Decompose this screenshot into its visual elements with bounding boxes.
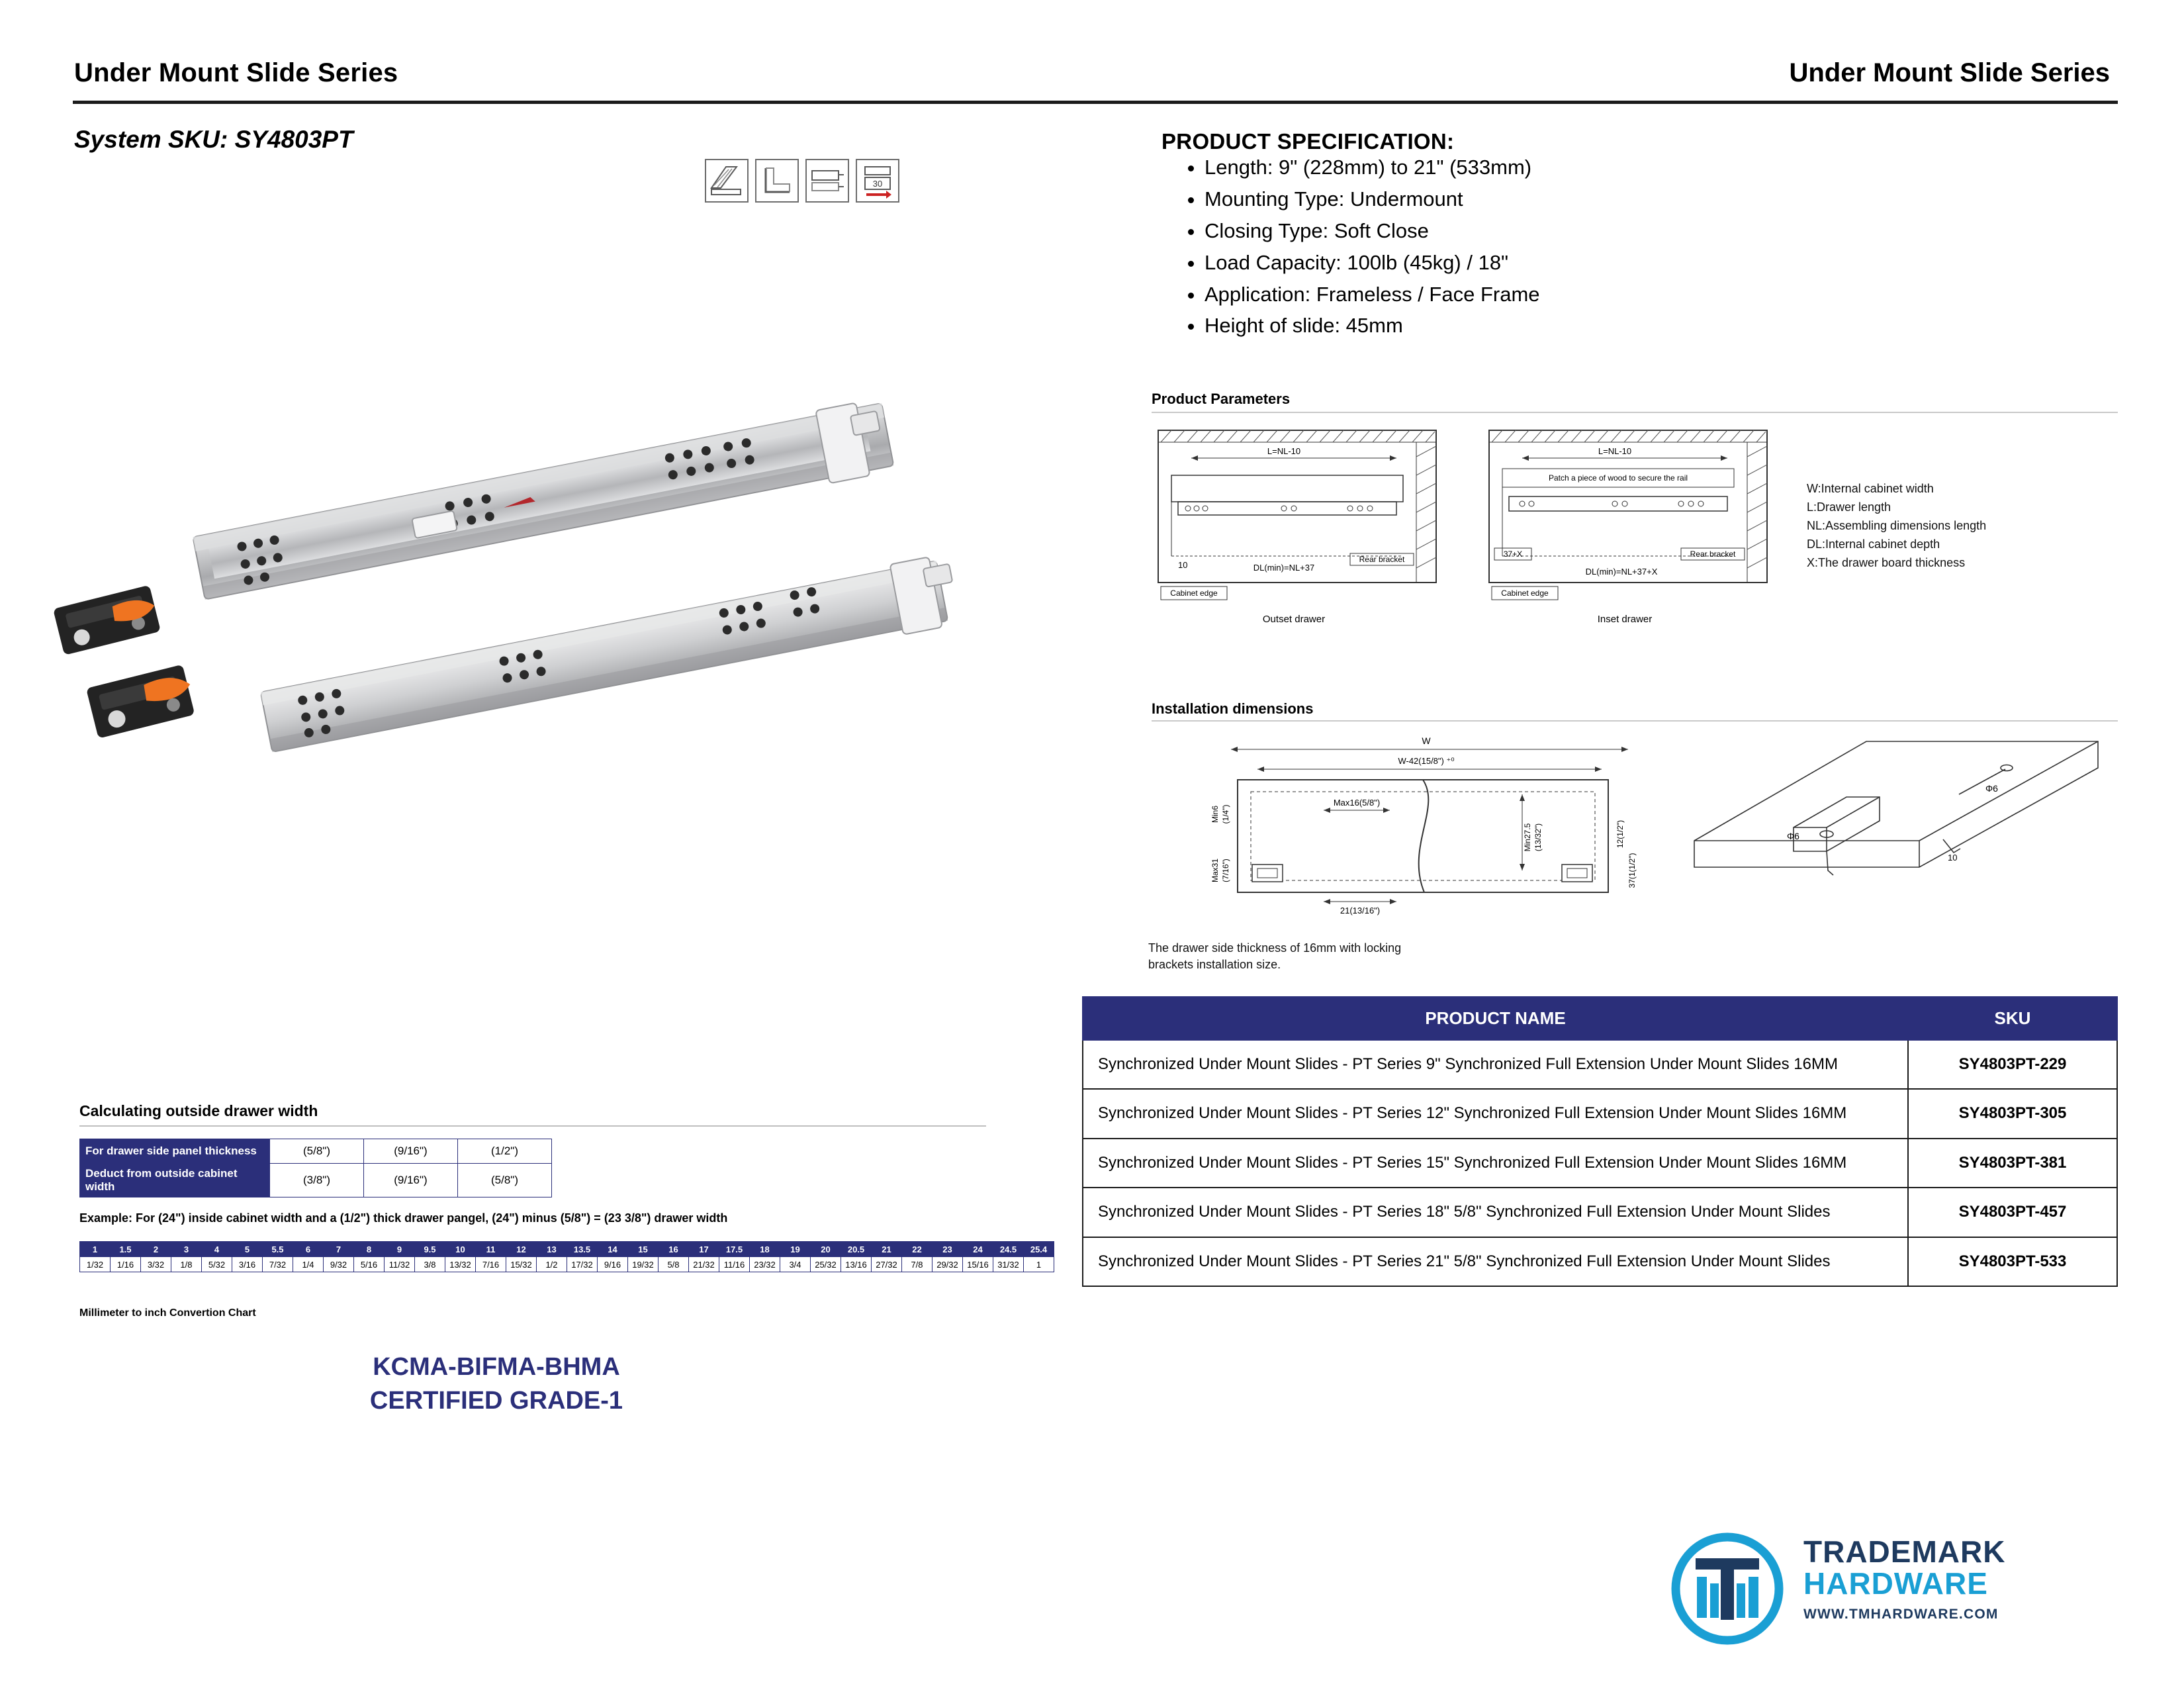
table-row [80, 1242, 1054, 1257]
parameters-legend [1807, 480, 1986, 572]
mm-to-inch-conversion-table [79, 1241, 1054, 1272]
conversion-mm-cell: 9 [385, 1242, 415, 1257]
conversion-inch-cell: 3/32 [141, 1257, 171, 1272]
calc-cell: (1/2") [458, 1139, 552, 1164]
table-row [1083, 1237, 2117, 1286]
corner-bracket-icon [755, 159, 799, 203]
conversion-mm-cell: 7 [324, 1242, 354, 1257]
logo-line-1: TRADEMARK [1803, 1534, 2006, 1569]
installation-dimensions-diagram [1125, 728, 2105, 947]
conversion-mm-cell: 20.5 [841, 1242, 872, 1257]
svg-text:DL(min)=NL+37: DL(min)=NL+37 [1253, 563, 1315, 573]
conversion-inch-cell: 1/2 [537, 1257, 567, 1272]
conversion-inch-cell: 5/16 [354, 1257, 385, 1272]
spec-item: • Mounting Type: Undermount [1205, 184, 2131, 214]
svg-text:Min6: Min6 [1210, 805, 1220, 823]
calc-example-text: Example: For (24") inside cabinet width and a (1/2") thick drawer pangel, (24") minus (5/8") = (23 3/8") drawer width [79, 1211, 728, 1225]
spec-item: • Length: 9" (228mm) to 21" (533mm) [1205, 152, 2131, 183]
conversion-inch-cell: 1/4 [293, 1257, 324, 1272]
product-photo [46, 377, 1079, 841]
conversion-mm-cell: 13.5 [567, 1242, 598, 1257]
product-specification-list [1171, 152, 2131, 342]
legend-item: L:Drawer length [1807, 500, 1891, 514]
svg-text:L=NL-10: L=NL-10 [1598, 446, 1632, 456]
conversion-mm-cell: 6 [293, 1242, 324, 1257]
svg-text:W-42(15/8") ⁺⁰: W-42(15/8") ⁺⁰ [1398, 756, 1455, 766]
legend-item: DL:Internal cabinet depth [1807, 537, 1940, 551]
product-name-cell: Synchronized Under Mount Slides - PT Series 15" Synchronized Full Extension Under Mount Slides 16MM [1083, 1139, 1908, 1188]
conversion-inch-cell: 27/32 [872, 1257, 902, 1272]
svg-text:Max16(5/8"): Max16(5/8") [1333, 798, 1381, 808]
certification-line-2: CERTIFIED GRADE-1 [369, 1387, 623, 1415]
table-row [1083, 1139, 2117, 1188]
table-row [80, 1257, 1054, 1272]
conversion-inch-cell: 1 [1024, 1257, 1054, 1272]
header-divider [73, 101, 2118, 104]
header-title-right: Under Mount Slide Series [1789, 58, 2110, 87]
svg-text:DL(min)=NL+37+X: DL(min)=NL+37+X [1585, 567, 1658, 577]
calc-row-label: Deduct from outside cabinet width [80, 1164, 270, 1197]
calc-cell: (5/8") [270, 1139, 364, 1164]
spec-item: • Application: Frameless / Face Frame [1205, 279, 2131, 310]
svg-text:10: 10 [1948, 853, 1958, 863]
soft-close-icon [805, 159, 849, 203]
product-parameters-title: Product Parameters [1152, 391, 1291, 407]
conversion-inch-cell: 11/16 [719, 1257, 750, 1272]
certification-line-1: KCMA-BIFMA-BHMA [373, 1353, 620, 1381]
conversion-inch-cell: 23/32 [750, 1257, 780, 1272]
conversion-mm-cell: 15 [628, 1242, 659, 1257]
product-parameters-divider [1152, 412, 2118, 413]
table-row [80, 1139, 552, 1164]
legend-item: X:The drawer board thickness [1807, 555, 1966, 569]
svg-text:Min27.5: Min27.5 [1523, 823, 1532, 852]
svg-text:Max31: Max31 [1210, 858, 1220, 883]
calc-cell: (9/16") [364, 1139, 458, 1164]
system-sku: System SKU: SY4803PT [74, 126, 353, 153]
calc-cell: (9/16") [364, 1164, 458, 1197]
product-sku-table [1082, 996, 2118, 1287]
conversion-inch-cell: 1/16 [111, 1257, 141, 1272]
svg-text:37(1(1/2"): 37(1(1/2") [1627, 853, 1637, 888]
conversion-mm-cell: 24 [963, 1242, 993, 1257]
product-name-cell: Synchronized Under Mount Slides - PT Series 18" 5/8" Synchronized Full Extension Under Mount Slides [1083, 1188, 1908, 1237]
table-row [1083, 1040, 2117, 1089]
installation-note-line-1: The drawer side thickness of 16mm with locking [1148, 941, 1402, 955]
svg-text:Patch a piece of wood to secur: Patch a piece of wood to secure the rail [1548, 473, 1688, 483]
conversion-inch-cell: 3/4 [780, 1257, 811, 1272]
svg-text:37+X: 37+X [1503, 549, 1523, 559]
sku-cell: SY4803PT-457 [1908, 1188, 2117, 1237]
table-row [80, 1164, 552, 1197]
svg-text:Φ6: Φ6 [1985, 783, 1998, 794]
header-title-left: Under Mount Slide Series [74, 58, 398, 87]
conversion-mm-cell: 13 [537, 1242, 567, 1257]
product-specification-title: PRODUCT SPECIFICATION: [1161, 129, 1455, 154]
svg-text:12(1/2"): 12(1/2") [1615, 820, 1625, 849]
conversion-mm-cell: 23 [933, 1242, 963, 1257]
conversion-mm-cell: 11 [476, 1242, 506, 1257]
conversion-inch-cell: 3/8 [415, 1257, 445, 1272]
conversion-mm-cell: 4 [202, 1242, 232, 1257]
conversion-inch-cell: 1/32 [80, 1257, 111, 1272]
sku-cell: SY4803PT-533 [1908, 1237, 2117, 1286]
conversion-mm-cell: 25.4 [1024, 1242, 1054, 1257]
brand-logo [1668, 1529, 2111, 1655]
conversion-inch-cell: 29/32 [933, 1257, 963, 1272]
conversion-inch-cell: 7/32 [263, 1257, 293, 1272]
certification-text [0, 1350, 993, 1419]
calc-width-table [79, 1139, 552, 1197]
logo-website-url: WWW.TMHARDWARE.COM [1803, 1606, 1999, 1622]
svg-text:W: W [1422, 735, 1431, 746]
conversion-mm-cell: 24.5 [993, 1242, 1024, 1257]
30-pound-load-icon [856, 159, 899, 203]
installation-dimensions-divider [1152, 720, 2118, 722]
legend-item: NL:Assembling dimensions length [1807, 518, 1987, 532]
conversion-inch-cell: 19/32 [628, 1257, 659, 1272]
tm-monogram-icon [1668, 1529, 1787, 1648]
conversion-mm-cell: 2 [141, 1242, 171, 1257]
sku-cell: SY4803PT-305 [1908, 1089, 2117, 1138]
conversion-inch-cell: 5/32 [202, 1257, 232, 1272]
svg-text:L=NL-10: L=NL-10 [1267, 446, 1301, 456]
conversion-caption: Millimeter to inch Convertion Chart [79, 1307, 256, 1319]
product-name-cell: Synchronized Under Mount Slides - PT Series 12" Synchronized Full Extension Under Mount Slides 16MM [1083, 1089, 1908, 1138]
conversion-mm-cell: 21 [872, 1242, 902, 1257]
spec-item: • Height of slide: 45mm [1205, 310, 2131, 341]
conversion-mm-cell: 17 [689, 1242, 719, 1257]
table-row [1083, 1188, 2117, 1237]
logo-wordmark [1803, 1536, 2005, 1622]
conversion-mm-cell: 20 [811, 1242, 841, 1257]
conversion-mm-cell: 12 [506, 1242, 537, 1257]
conversion-mm-cell: 19 [780, 1242, 811, 1257]
spec-item: • Load Capacity: 100lb (45kg) / 18" [1205, 248, 2131, 278]
column-header-sku: SKU [1908, 997, 2117, 1040]
conversion-mm-cell: 5.5 [263, 1242, 293, 1257]
installation-dimensions-title: Installation dimensions [1152, 700, 1314, 717]
svg-text:Inset drawer: Inset drawer [1597, 614, 1653, 625]
table-header-row [1083, 997, 2117, 1040]
calc-width-divider [79, 1125, 986, 1127]
svg-text:(7/16"): (7/16") [1221, 859, 1230, 882]
conversion-mm-cell: 8 [354, 1242, 385, 1257]
feature-icon-row [705, 159, 899, 203]
conversion-inch-cell: 25/32 [811, 1257, 841, 1272]
installation-note [1148, 940, 1401, 973]
product-name-cell: Synchronized Under Mount Slides - PT Series 21" 5/8" Synchronized Full Extension Under Mount Slides [1083, 1237, 1908, 1286]
conversion-mm-cell: 10 [445, 1242, 476, 1257]
conversion-inch-cell: 13/16 [841, 1257, 872, 1272]
conversion-mm-cell: 1.5 [111, 1242, 141, 1257]
conversion-inch-cell: 17/32 [567, 1257, 598, 1272]
svg-text:Cabinet edge: Cabinet edge [1501, 588, 1549, 598]
calc-cell: (5/8") [458, 1164, 552, 1197]
conversion-mm-cell: 17.5 [719, 1242, 750, 1257]
svg-text:30: 30 [872, 179, 883, 189]
conversion-inch-cell: 7/16 [476, 1257, 506, 1272]
legend-item: W:Internal cabinet width [1807, 482, 1934, 495]
conversion-mm-cell: 18 [750, 1242, 780, 1257]
conversion-inch-cell: 21/32 [689, 1257, 719, 1272]
sku-cell: SY4803PT-229 [1908, 1040, 2117, 1089]
conversion-inch-cell: 5/8 [659, 1257, 689, 1272]
conversion-inch-cell: 1/8 [171, 1257, 202, 1272]
svg-text:10: 10 [1178, 560, 1188, 570]
svg-text:Outset drawer: Outset drawer [1262, 614, 1326, 625]
calc-row-label: For drawer side panel thickness [80, 1139, 270, 1164]
conversion-mm-cell: 16 [659, 1242, 689, 1257]
conversion-inch-cell: 9/32 [324, 1257, 354, 1272]
conversion-mm-cell: 9.5 [415, 1242, 445, 1257]
conversion-mm-cell: 5 [232, 1242, 263, 1257]
calc-width-title: Calculating outside drawer width [79, 1102, 318, 1119]
svg-text:21(13/16"): 21(13/16") [1340, 906, 1381, 915]
svg-text:(1/4"): (1/4") [1221, 804, 1230, 824]
conversion-inch-cell: 9/16 [598, 1257, 628, 1272]
conversion-inch-cell: 15/32 [506, 1257, 537, 1272]
calc-cell: (3/8") [270, 1164, 364, 1197]
slide-extension-icon [705, 159, 749, 203]
svg-text:(13/32"): (13/32") [1533, 823, 1543, 852]
conversion-inch-cell: 13/32 [445, 1257, 476, 1272]
svg-text:Rear bracket: Rear bracket [1359, 555, 1405, 564]
spec-item: • Closing Type: Soft Close [1205, 216, 2131, 246]
installation-note-line-2: brackets installation size. [1148, 958, 1281, 972]
sku-cell: SY4803PT-381 [1908, 1139, 2117, 1188]
conversion-mm-cell: 1 [80, 1242, 111, 1257]
conversion-mm-cell: 3 [171, 1242, 202, 1257]
logo-line-2: HARDWARE [1803, 1566, 1988, 1601]
svg-text:Cabinet edge: Cabinet edge [1170, 588, 1218, 598]
column-header-product-name: PRODUCT NAME [1083, 997, 1908, 1040]
product-name-cell: Synchronized Under Mount Slides - PT Series 9" Synchronized Full Extension Under Mount Slides 16MM [1083, 1040, 1908, 1089]
conversion-inch-cell: 31/32 [993, 1257, 1024, 1272]
svg-text:Φ6: Φ6 [1787, 831, 1799, 841]
conversion-mm-cell: 14 [598, 1242, 628, 1257]
conversion-inch-cell: 11/32 [385, 1257, 415, 1272]
product-parameters-diagram [1152, 424, 1813, 688]
conversion-inch-cell: 7/8 [902, 1257, 933, 1272]
conversion-inch-cell: 15/16 [963, 1257, 993, 1272]
svg-text:Rear bracket: Rear bracket [1690, 549, 1736, 559]
conversion-mm-cell: 22 [902, 1242, 933, 1257]
conversion-inch-cell: 3/16 [232, 1257, 263, 1272]
table-row [1083, 1089, 2117, 1138]
